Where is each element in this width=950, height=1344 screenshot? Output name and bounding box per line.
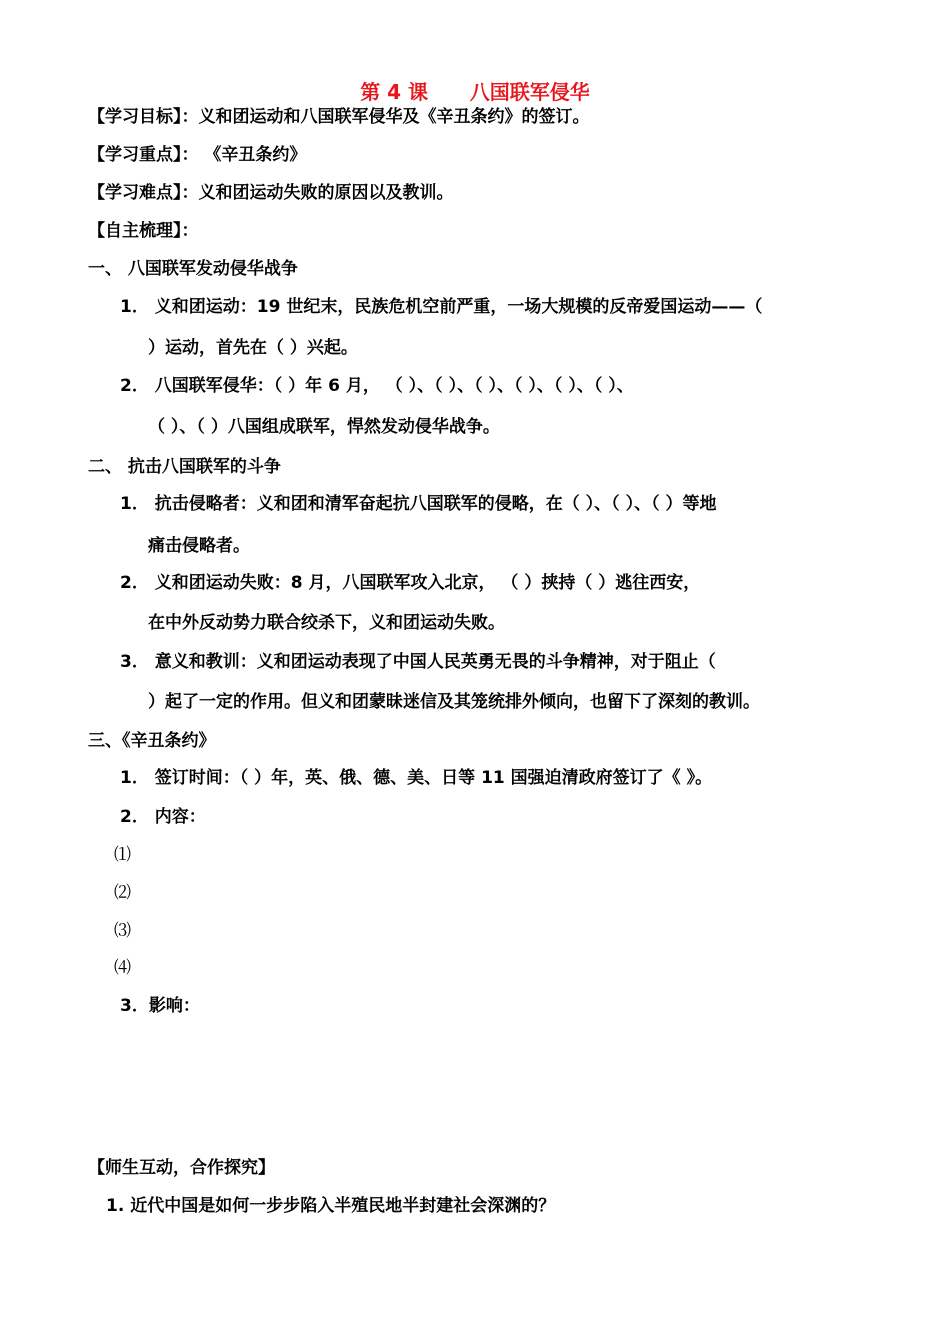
lesson-title: 第 4 课 八国联军侵华: [360, 80, 590, 104]
learning-objective: 【学习目标】：义和团运动和八国联军侵华及《辛丑条约》的签订。: [88, 107, 590, 127]
section-3-item-2: 2． 内容：: [120, 807, 206, 827]
section-3-sub-2: ⑵: [114, 883, 131, 903]
section-3-heading: 三、《辛丑条约》: [88, 731, 216, 751]
section-1-item-1-line-2: ）运动，首先在（ ）兴起。: [148, 338, 358, 358]
interaction-heading: 【师生互动，合作探究】: [88, 1158, 275, 1178]
interaction-question-1: 1. 近代中国是如何一步步陷入半殖民地半封建社会深渊的？: [106, 1196, 556, 1216]
section-2-heading: 二、 抗击八国联军的斗争: [88, 457, 281, 477]
section-2-item-1-line-2: 痛击侵略者。: [148, 536, 250, 556]
section-3-item-3: 3．影响：: [120, 996, 200, 1016]
learning-key-point: 【学习重点】： 《辛丑条约》: [88, 145, 307, 165]
section-1-item-1-line-1: 1． 义和团运动：19 世纪末，民族危机空前严重，一场大规模的反帝爱国运动——（: [120, 297, 763, 317]
self-review-heading: 【自主梳理】：: [88, 221, 199, 241]
section-3-sub-1: ⑴: [114, 845, 131, 865]
section-2-item-2-line-2: 在中外反动势力联合绞杀下，义和团运动失败。: [148, 613, 505, 633]
section-2-item-3-line-2: ）起了一定的作用。但义和团蒙昧迷信及其笼统排外倾向，也留下了深刻的教训。: [148, 692, 760, 712]
section-2-item-3-line-1: 3． 意义和教训：义和团运动表现了中国人民英勇无畏的斗争精神，对于阻止（: [120, 652, 716, 672]
section-1-heading: 一、 八国联军发动侵华战争: [88, 259, 298, 279]
section-2-item-1-line-1: 1． 抗击侵略者：义和团和清军奋起抗八国联军的侵略，在（ ）、（ ）、（ ）等地: [120, 494, 717, 514]
learning-difficulty: 【学习难点】：义和团运动失败的原因以及教训。: [88, 183, 454, 203]
section-3-item-1: 1． 签订时间：（ ）年，英、俄、德、美、日等 11 国强迫清政府签订了《 》。: [120, 768, 713, 788]
section-3-sub-4: ⑷: [114, 958, 131, 978]
section-3-sub-3: ⑶: [114, 921, 131, 941]
section-2-item-2-line-1: 2． 义和团运动失败：8 月，八国联军攻入北京， （ ）挟持（ ）逃往西安，: [120, 573, 701, 593]
section-1-item-2-line-2: （ ）、（ ）八国组成联军，悍然发动侵华战争。: [148, 417, 500, 437]
section-1-item-2-line-1: 2． 八国联军侵华：（ ）年 6 月， （ ）、（ ）、（ ）、（ ）、（ ）、（ ）、: [120, 376, 634, 396]
